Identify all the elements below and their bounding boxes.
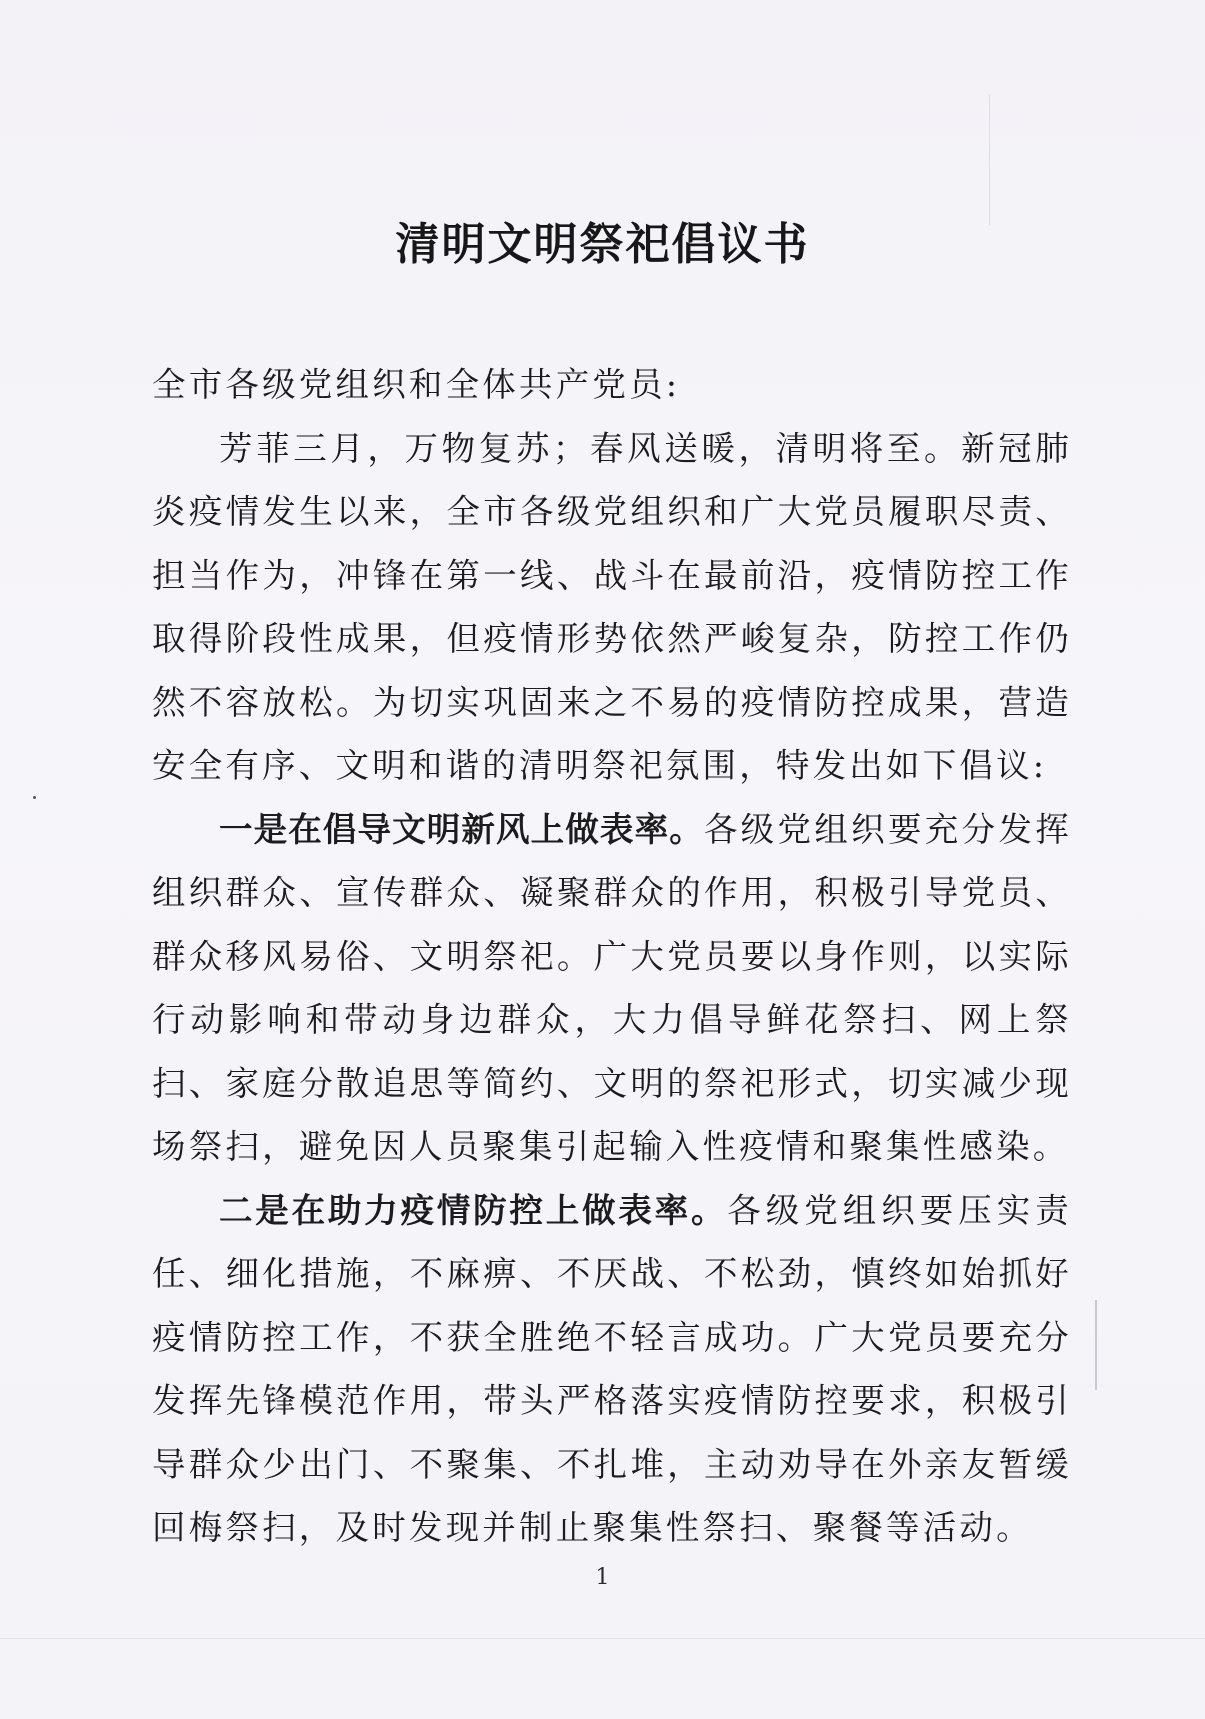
item-lead-1: 一是在倡导文明新风上做表率。: [219, 809, 704, 849]
scan-artifact-line: [0, 1638, 1205, 1639]
document-title: 清明文明祭祀倡议书: [395, 219, 810, 270]
scan-artifact-line: [1095, 1300, 1097, 1390]
page-number: 1: [595, 1565, 610, 1590]
document-body: [152, 353, 1072, 1560]
item-text-2: 各级党组织要压实责任、细化措施，不麻痹、不厌战、不松劲，慎终如始抓好疫情防控工作，不获全胜绝不轻言成功。广大党员要充分发挥先锋模范作用，带头严格落实疫情防控要求，积极引导群众少出门、不聚集、不扎堆，主动劝导在外亲友暂缓回梅祭扫，及时发现并制止聚集性祭扫、聚餐等活动。: [152, 1190, 1072, 1547]
item-paragraph-1: [152, 798, 1072, 1179]
scan-artifact-dot: [33, 796, 36, 799]
intro-paragraph: 芳菲三月，万物复苏；春风送暖，清明将至。新冠肺炎疫情发生以来，全市各级党组织和广大党员履职尽责、担当作为，冲锋在第一线、战斗在最前沿，疫情防控工作取得阶段性成果，但疫情形势依然严峻复杂，防控工作仍然不容放松。为切实巩固来之不易的疫情防控成果，营造安全有序、文明和谐的清明祭祀氛围，特发出如下倡议:: [152, 428, 1072, 785]
item-text-1: 各级党组织要充分发挥组织群众、宣传群众、凝聚群众的作用，积极引导党员、群众移风易俗、文明祭祀。广大党员要以身作则，以实际行动影响和带动身边群众，大力倡导鲜花祭扫、网上祭扫、家庭分散追思等简约、文明的祭祀形式，切实减少现场祭扫，避免因人员聚集引起输入性疫情和聚集性感染。: [152, 809, 1073, 1166]
salutation: 全市各级党组织和全体共产党员:: [152, 365, 681, 404]
item-paragraph-2: [152, 1179, 1072, 1560]
item-lead-2: 二是在助力疫情防控上做表率。: [219, 1190, 728, 1230]
scan-artifact-line: [989, 95, 990, 225]
